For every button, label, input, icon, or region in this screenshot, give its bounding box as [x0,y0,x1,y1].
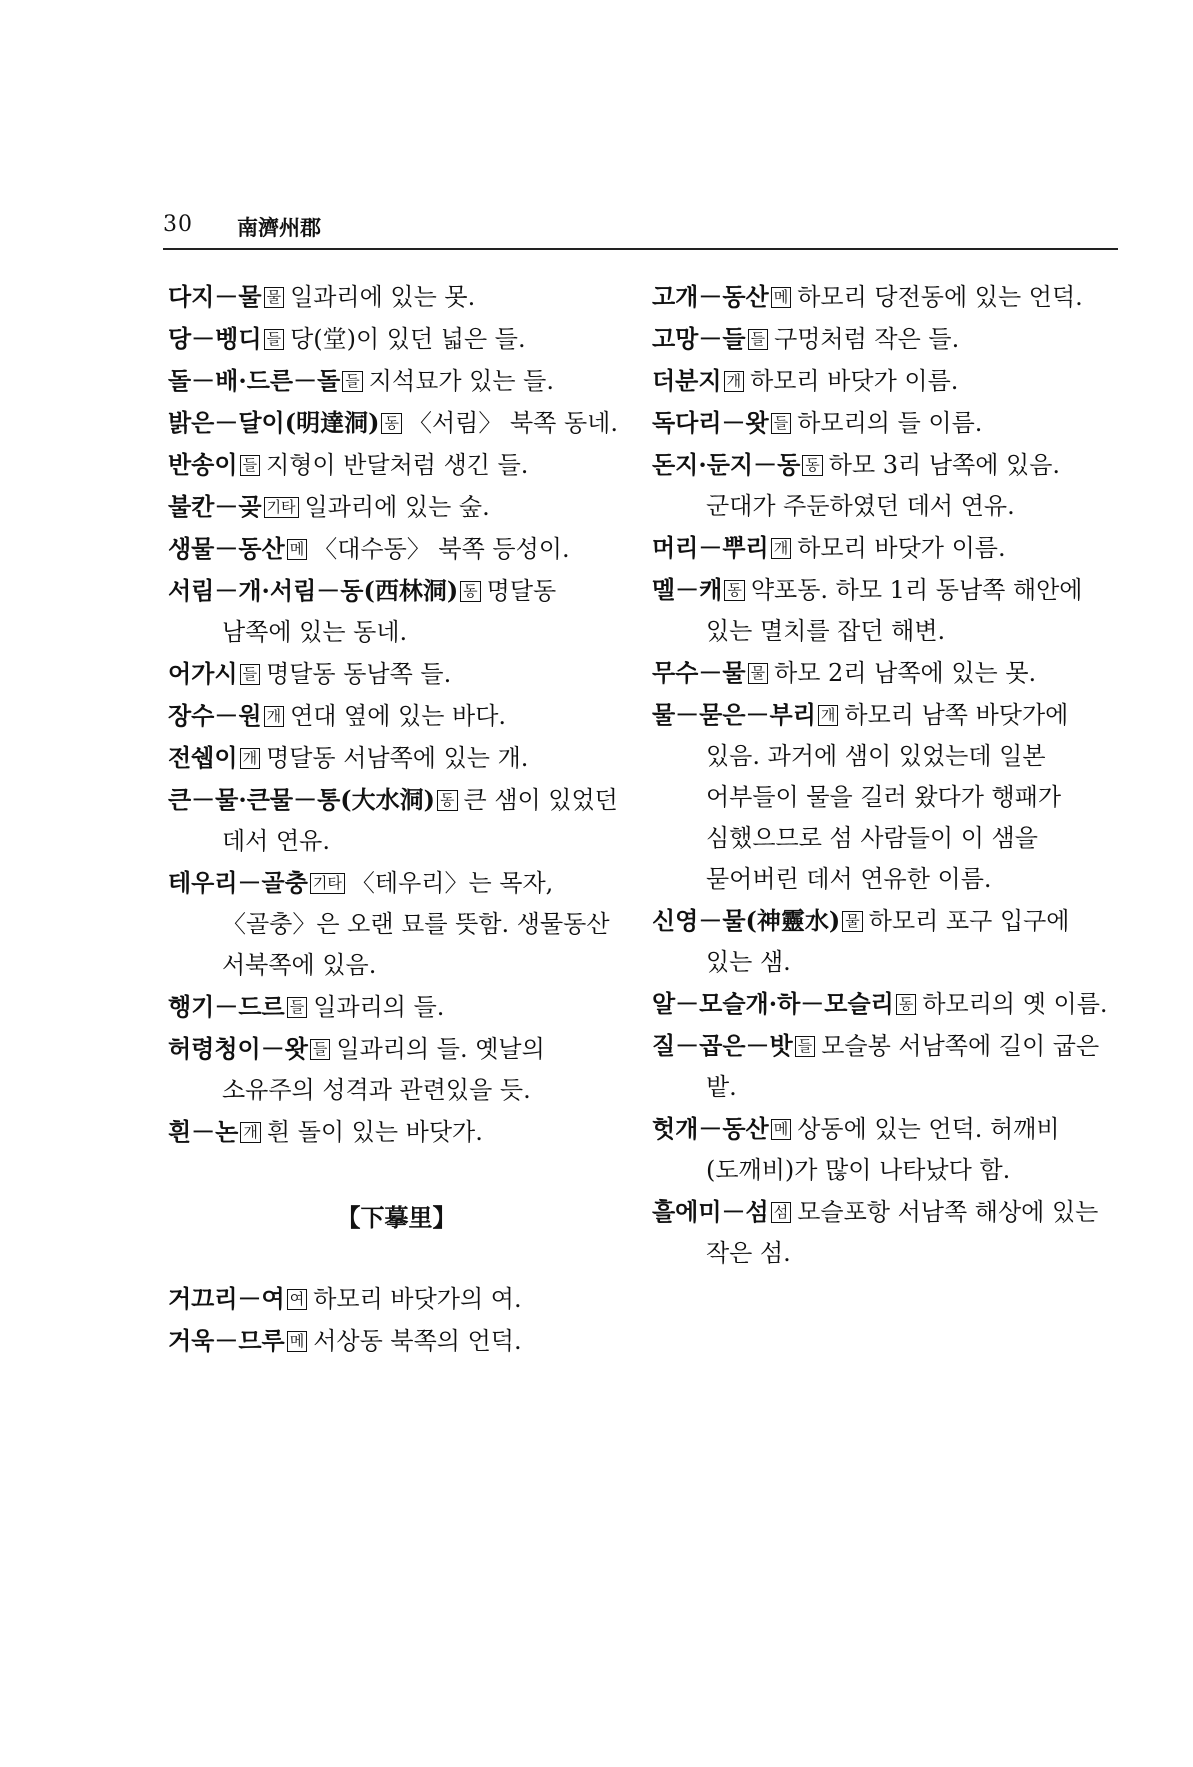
entry-headword: 돈지·둔지－동 [652,450,801,479]
entry-category-tag: 개 [818,705,839,726]
left-entries-after [168,1278,625,1362]
entry-category-tag: 개 [264,706,285,727]
entry-category-tag: 메 [771,1119,792,1140]
dictionary-entry [652,1025,1118,1108]
entry-category-tag: 기타 [264,497,299,518]
dictionary-entry [168,276,625,318]
dictionary-entry [652,360,1118,402]
entry-category-tag: 들 [795,1036,816,1057]
entry-description: 명달동 남쪽에 있는 동네. [222,577,557,646]
entry-headword: 반송이 [168,450,238,479]
entry-description: 지석묘가 있는 들. [368,367,554,395]
entry-headword: 당－벵디 [168,324,262,353]
entry-description: 하모리의 들 이름. [797,409,983,437]
entry-headword: 독다리－왓 [652,408,769,437]
entry-headword: 머리－뿌리 [652,533,769,562]
entry-headword: 돌－배·드른－돌 [168,366,341,395]
entry-headword: 전쉡이 [168,743,238,772]
dictionary-entry [168,528,625,570]
entry-description: 하모 2리 남쪽에 있는 못. [774,659,1037,687]
dictionary-entry [652,527,1118,569]
entry-headword: 생물－동산 [168,534,285,563]
entry-headword: 밝은－달이(明達洞) [168,408,380,437]
dictionary-entry [168,1278,625,1320]
dictionary-entry [168,318,625,360]
entry-headword: 흘에미－섬 [652,1197,769,1226]
entry-category-tag: 들 [240,455,261,476]
entry-category-tag: 동 [437,790,458,811]
entry-headword: 더분지 [652,366,722,395]
dictionary-entry [168,737,625,779]
entry-headword: 다지－물 [168,282,262,311]
entry-headword: 고개－동산 [652,282,769,311]
dictionary-entry [168,779,625,862]
entry-headword: 행기－드르 [168,992,285,1021]
entry-description: 약포동. 하모 1리 동남쪽 해안에 있는 멸치를 잡던 해변. [706,576,1083,645]
entry-description: 명달동 서남쪽에 있는 개. [266,744,529,772]
entry-category-tag: 개 [240,1122,261,1143]
entry-category-tag: 기타 [310,873,345,894]
entry-category-tag: 들 [771,413,792,434]
entry-description: 지형이 반달처럼 생긴 들. [266,451,529,479]
dictionary-entry [168,695,625,737]
dictionary-entry [652,1108,1118,1191]
dictionary-entry [652,569,1118,652]
entry-headword: 불칸－곶 [168,492,262,521]
entry-headword: 허령청이－왓 [168,1034,308,1063]
dictionary-entry [652,983,1118,1025]
entry-category-tag: 동 [381,413,402,434]
entry-description: 하모리의 옛 이름. [922,990,1108,1018]
entry-headword: 장수－원 [168,701,262,730]
entry-description: 큰 샘이 있었던 데서 연유. [222,786,618,855]
entry-category-tag: 들 [264,329,285,350]
entry-category-tag: 메 [287,1331,308,1352]
entry-description: 하모리 바닷가 이름. [797,534,1006,562]
entry-headword: 거욱－므루 [168,1326,285,1355]
entry-headword: 거끄리－여 [168,1284,285,1313]
entry-headword: 멜－캐 [652,575,723,604]
entry-category-tag: 섬 [771,1202,792,1223]
entry-description: 일과리의 들. [313,993,445,1021]
entry-category-tag: 물 [264,287,285,308]
entry-headword: 테우리－골충 [168,868,308,897]
entry-headword: 고망－들 [652,324,746,353]
entry-headword: 어가시 [168,659,238,688]
entry-description: 상동에 있는 언덕. 허깨비(도깨비)가 많이 나타났다 함. [706,1115,1060,1184]
entry-description: 〈서림〉 북쪽 동네. [407,409,618,437]
entry-description: 모슬포항 서남쪽 해상에 있는 작은 섬. [706,1198,1099,1267]
dictionary-entry [168,653,625,695]
right-entries [652,276,1118,1274]
dictionary-entry [652,1191,1118,1274]
entry-description: 구멍처럼 작은 들. [774,325,960,353]
dictionary-entry [652,402,1118,444]
right-column [652,276,1118,1274]
entry-category-tag: 동 [802,455,823,476]
entry-description: 서상동 북쪽의 언덕. [313,1327,522,1355]
entry-headword: 흰－논 [168,1117,239,1146]
dictionary-entry [168,444,625,486]
entry-description: 일과리의 들. 옛날의 소유주의 성격과 관련있을 듯. [222,1035,545,1104]
dictionary-entry [168,360,625,402]
dictionary-entry [168,402,625,444]
entry-description: 하모리 포구 입구에 있는 샘. [706,907,1070,976]
dictionary-entry [168,862,625,986]
entry-category-tag: 메 [771,287,792,308]
entry-description: 명달동 동남쪽 들. [266,660,452,688]
dictionary-entry [168,570,625,653]
dictionary-entry [168,1111,625,1153]
entry-headword: 헛개－동산 [652,1114,769,1143]
entry-category-tag: 동 [460,581,481,602]
entry-description: 하모 3리 남쪽에 있음. 군대가 주둔하였던 데서 연유. [706,451,1061,520]
left-column [168,276,625,1362]
dictionary-entry [168,1320,625,1362]
entry-description: 하모리 바닷가의 여. [313,1285,522,1313]
entry-category-tag: 들 [287,997,308,1018]
entry-headword: 질－곱은－밧 [652,1031,793,1060]
entry-category-tag: 물 [748,663,769,684]
entry-category-tag: 동 [724,580,745,601]
entry-description: 일과리에 있는 못. [290,283,476,311]
dictionary-entry [168,1028,625,1111]
entry-category-tag: 동 [896,994,917,1015]
entry-description: 모슬봉 서남쪽에 길이 굽은 밭. [706,1032,1100,1101]
entry-category-tag: 들 [240,664,261,685]
entry-headword: 신영－물(神靈水) [652,906,841,935]
entry-category-tag: 개 [240,748,261,769]
page-number: 30 [163,212,193,237]
entry-description: 연대 옆에 있는 바다. [290,702,507,730]
entry-description: 〈테우리〉는 목자, 〈골충〉은 오랜 묘를 뜻함. 생물동산 서북쪽에 있음. [222,869,610,979]
entry-category-tag: 들 [748,329,769,350]
entry-description: 당(堂)이 있던 넓은 들. [290,325,526,353]
dictionary-entry [652,444,1118,527]
entry-category-tag: 여 [287,1289,308,1310]
dictionary-entry [168,986,625,1028]
dictionary-entry [652,276,1118,318]
entry-headword: 서림－개·서림－동(西林洞) [168,576,459,605]
entry-description: 하모리 남쪽 바닷가에 있음. 과거에 샘이 있었는데 일본 어부들이 물을 길러 왔다가 행패가 심했으므로 섬 사람들이 이 샘을 묻어버린 데서 연유한 이름. [706,701,1069,893]
entry-description: 하모리 당전동에 있는 언덕. [797,283,1083,311]
entry-description: 〈대수동〉 북쪽 등성이. [313,535,570,563]
entry-headword: 알－모슬개·하－모슬리 [652,989,894,1018]
dictionary-entry [168,486,625,528]
entry-category-tag: 물 [842,911,863,932]
section-heading: 【下摹里】 [336,1203,457,1232]
entry-category-tag: 들 [342,371,363,392]
entry-headword: 무수－물 [652,658,746,687]
entry-description: 일과리에 있는 숲. [304,493,490,521]
dictionary-entry [652,318,1118,360]
entry-category-tag: 개 [771,538,792,559]
entry-category-tag: 들 [310,1039,331,1060]
entry-category-tag: 개 [724,371,745,392]
page-header [163,210,1118,250]
entry-description: 하모리 바닷가 이름. [750,367,959,395]
entry-category-tag: 메 [287,539,308,560]
dictionary-entry [652,694,1118,900]
entry-headword: 물－묻은－부리 [652,700,816,729]
entry-description: 흰 돌이 있는 바닷가. [266,1118,483,1146]
dictionary-entry [652,900,1118,983]
entry-headword: 큰－물·큰물－통(大水洞) [168,785,435,814]
dictionary-entry [652,652,1118,694]
page-title: 南濟州郡 [237,215,321,240]
left-entries [168,276,625,1153]
